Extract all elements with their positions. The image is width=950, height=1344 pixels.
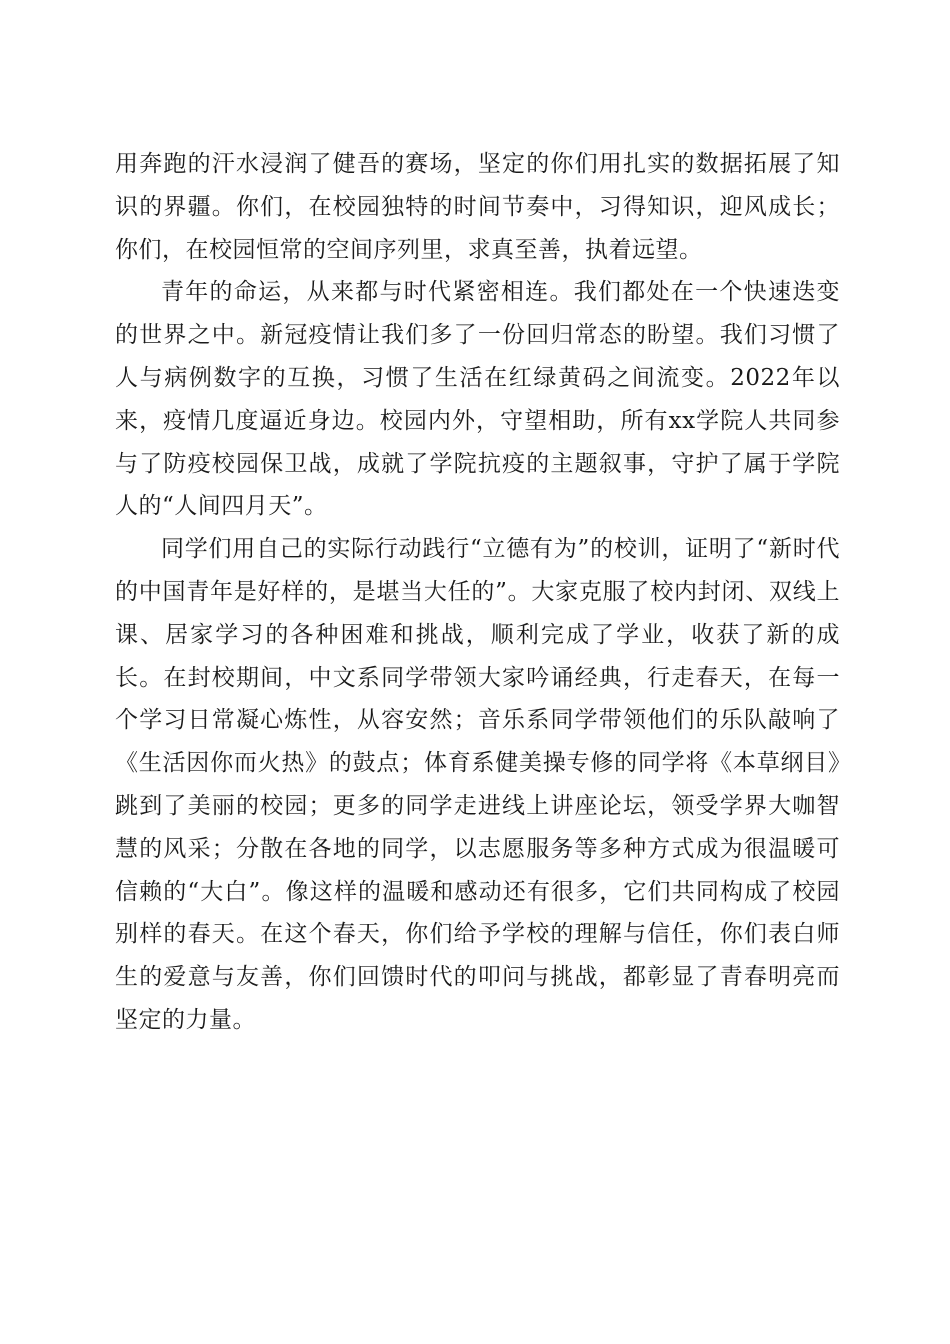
paragraph-3: 同学们用自己的实际行动践行“立德有为”的校训，证明了“新时代的中国青年是好样的，是堪当大任的”。大家克服了校内封闭、双线上课、居家学习的各种困难和挑战，顺利完成了学业，收获了新的成长。在封校期间，中文系同学带领大家吟诵经典，行走春天，在每一个学习日常凝心炼性，从容安然；音乐系同学带领他们的乐队敲响了《生活因你而火热》的鼓点；体育系健美操专修的同学将《本草纲目》跳到了美丽的校园；更多的同学走进线上讲座论坛，领受学界大咖智慧的风采；分散在各地的同学，以志愿服务等多种方式成为很温暖可信赖的“大白”。像这样的温暖和感动还有很多，它们共同构成了校园别样的春天。在这个春天，你们给予学校的理解与信任，你们表白师生的爱意与友善，你们回馈时代的叩问与挑战，都彰显了青春明亮而坚定的力量。 <box>115 536 840 1033</box>
paragraph-2: 青年的命运，从来都与时代紧密相连。我们都处在一个快速迭变的世界之中。新冠疫情让我们多了一份回归常态的盼望。我们习惯了人与病例数字的互换，习惯了生活在红绿黄码之间流变。2022年以来，疫情几度逼近身边。校园内外，守望相助，所有xx学院人共同参与了防疫校园保卫战，成就了学院抗疫的主题叙事，守护了属于学院人的“人间四月天”。 <box>115 279 840 520</box>
document-body <box>115 143 840 1042</box>
paragraph-1: 用奔跑的汗水浸润了健吾的赛场，坚定的你们用扎实的数据拓展了知识的界疆。你们，在校园独特的时间节奏中，习得知识，迎风成长；你们，在校园恒常的空间序列里，求真至善，执着远望。 <box>115 151 840 263</box>
